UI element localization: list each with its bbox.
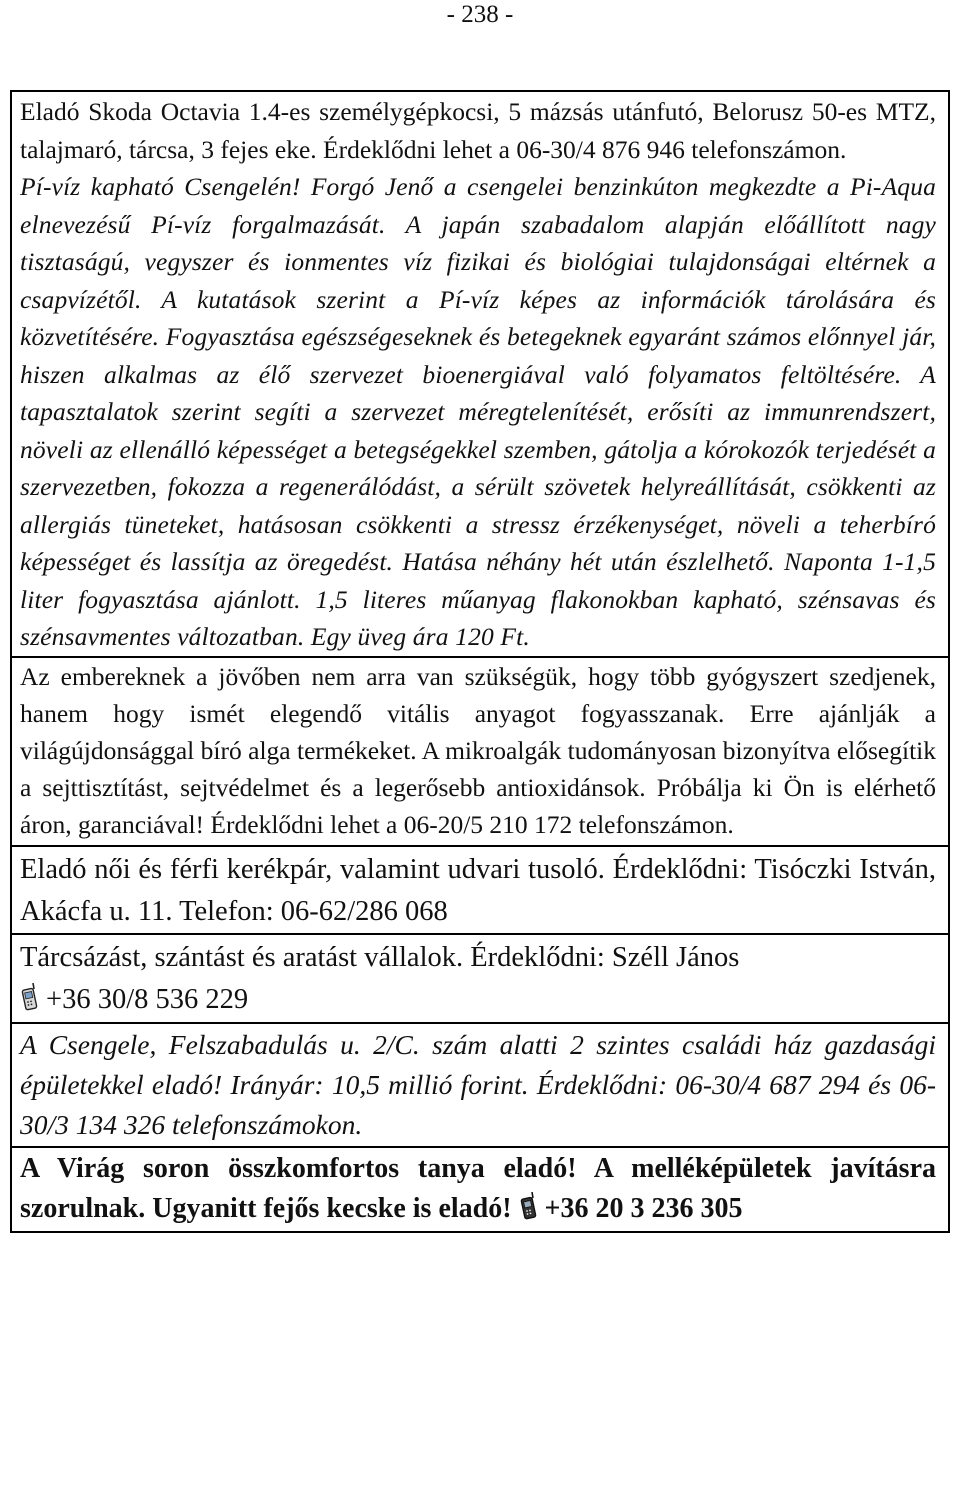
ad-ploughing-text: Tárcsázást, szántást és aratást vállalok. Érdeklődni: Széll János	[20, 941, 740, 973]
ad-farm-text-block	[20, 1149, 936, 1229]
mobile-phone-icon	[519, 1192, 539, 1220]
ad-farm-for-sale	[12, 1146, 948, 1231]
mobile-phone-icon	[20, 983, 40, 1011]
ad-pi-water-text: Pí-víz kapható Csengelén! Forgó Jenő a csengelei benzinkúton megkezdte a Pi-Aqua elnevezésű Pí-víz forgalmazását. A japán szabadalom alapján előállított nagy tisztaságú, vegyszer és ionmentes víz fizikai és biológiai tulajdonságai eltérnek a csapvízétől. A kutatások szerint a Pí-víz képes az információk tárolására és közvetítésére. Fogyasztása egészségeseknek és betegeknek egyaránt számos előnnyel jár, hiszen alkalmas az élő szervezet bioenergiával való folyamatos feltöltésére. A tapasztalatok szerint segíti a szervezet méregtelenítését, erősíti az immunrendszert, növeli az ellenálló képességet a betegségekkel szemben, gátolja a kórokozók terjedését a szervezetben, fokozza a regenerálódást, a sérült szövetek helyreállítását, csökkenti az allergiás tüneteket, hatásosan csökkenti a stressz érzékenységet, növeli a teherbíró képességet és lassítja az öregedést. Hatása néhány hét után észlelhető. Naponta 1-1,5 liter fogyasztása ajánlott. 1,5 literes műanyag flakonokban kapható, szénsavas és szénsavmentes változatban. Egy üveg ára 120 Ft.	[20, 172, 936, 651]
ad-farm-phone: +36 20 3 236 305	[544, 1192, 743, 1224]
ad-algae	[12, 656, 948, 845]
ad-skoda-and-pi-water	[12, 92, 948, 656]
ad-house-text: A Csengele, Felszabadulás u. 2/C. szám alatti 2 szintes családi ház gazdasági épületekkel eladó! Irányár: 10,5 millió forint. Érdeklődni: 06-30/4 687 294 és 06-30/3 134 326 telefonszámokon.	[20, 1028, 936, 1140]
page-number: - 238 -	[446, 1, 514, 28]
ad-bicycles	[12, 845, 948, 933]
classified-ads-box	[10, 90, 950, 1233]
ad-algae-text: Az embereknek a jövőben nem arra van szükségük, hogy több gyógyszert szedjenek, hanem hogy ismét elegendő vitális anyagot fogyasszanak. Erre ajánlják a világújdonsággal bíró alga termékeket. A mikroalgák tudományosan bizonyítva elősegítik a sejttisztítást, sejtvédelmet és a legerősebb antioxidánsok. Próbálja ki Ön is elérhető áron, garanciával! Érdeklődni lehet a 06-20/5 210 172 telefonszámon.	[20, 661, 936, 839]
ad-bicycles-text: Eladó női és férfi kerékpár, valamint udvari tusoló. Érdeklődni: Tisóczki István, Akácfa u. 11. Telefon: 06-62/286 068	[20, 853, 936, 927]
ad-skoda-text: Eladó Skoda Octavia 1.4-es személygépkocsi, 5 mázsás utánfutó, Belorusz 50-es MTZ, talajmaró, tárcsa, 3 fejes eke. Érdeklődni lehet a 06-30/4 876 946 telefonszámon.	[20, 97, 936, 164]
ad-farm-text: A Virág soron összkomfortos tanya eladó! A melléképületek javításra szorulnak. Ugyanitt fejős kecske is eladó!	[20, 1152, 936, 1224]
ad-ploughing-phone-line	[20, 979, 936, 1021]
ad-ploughing-phone: +36 30/8 536 229	[46, 983, 249, 1015]
ad-house-for-sale	[12, 1022, 948, 1146]
ad-ploughing	[12, 933, 948, 1022]
